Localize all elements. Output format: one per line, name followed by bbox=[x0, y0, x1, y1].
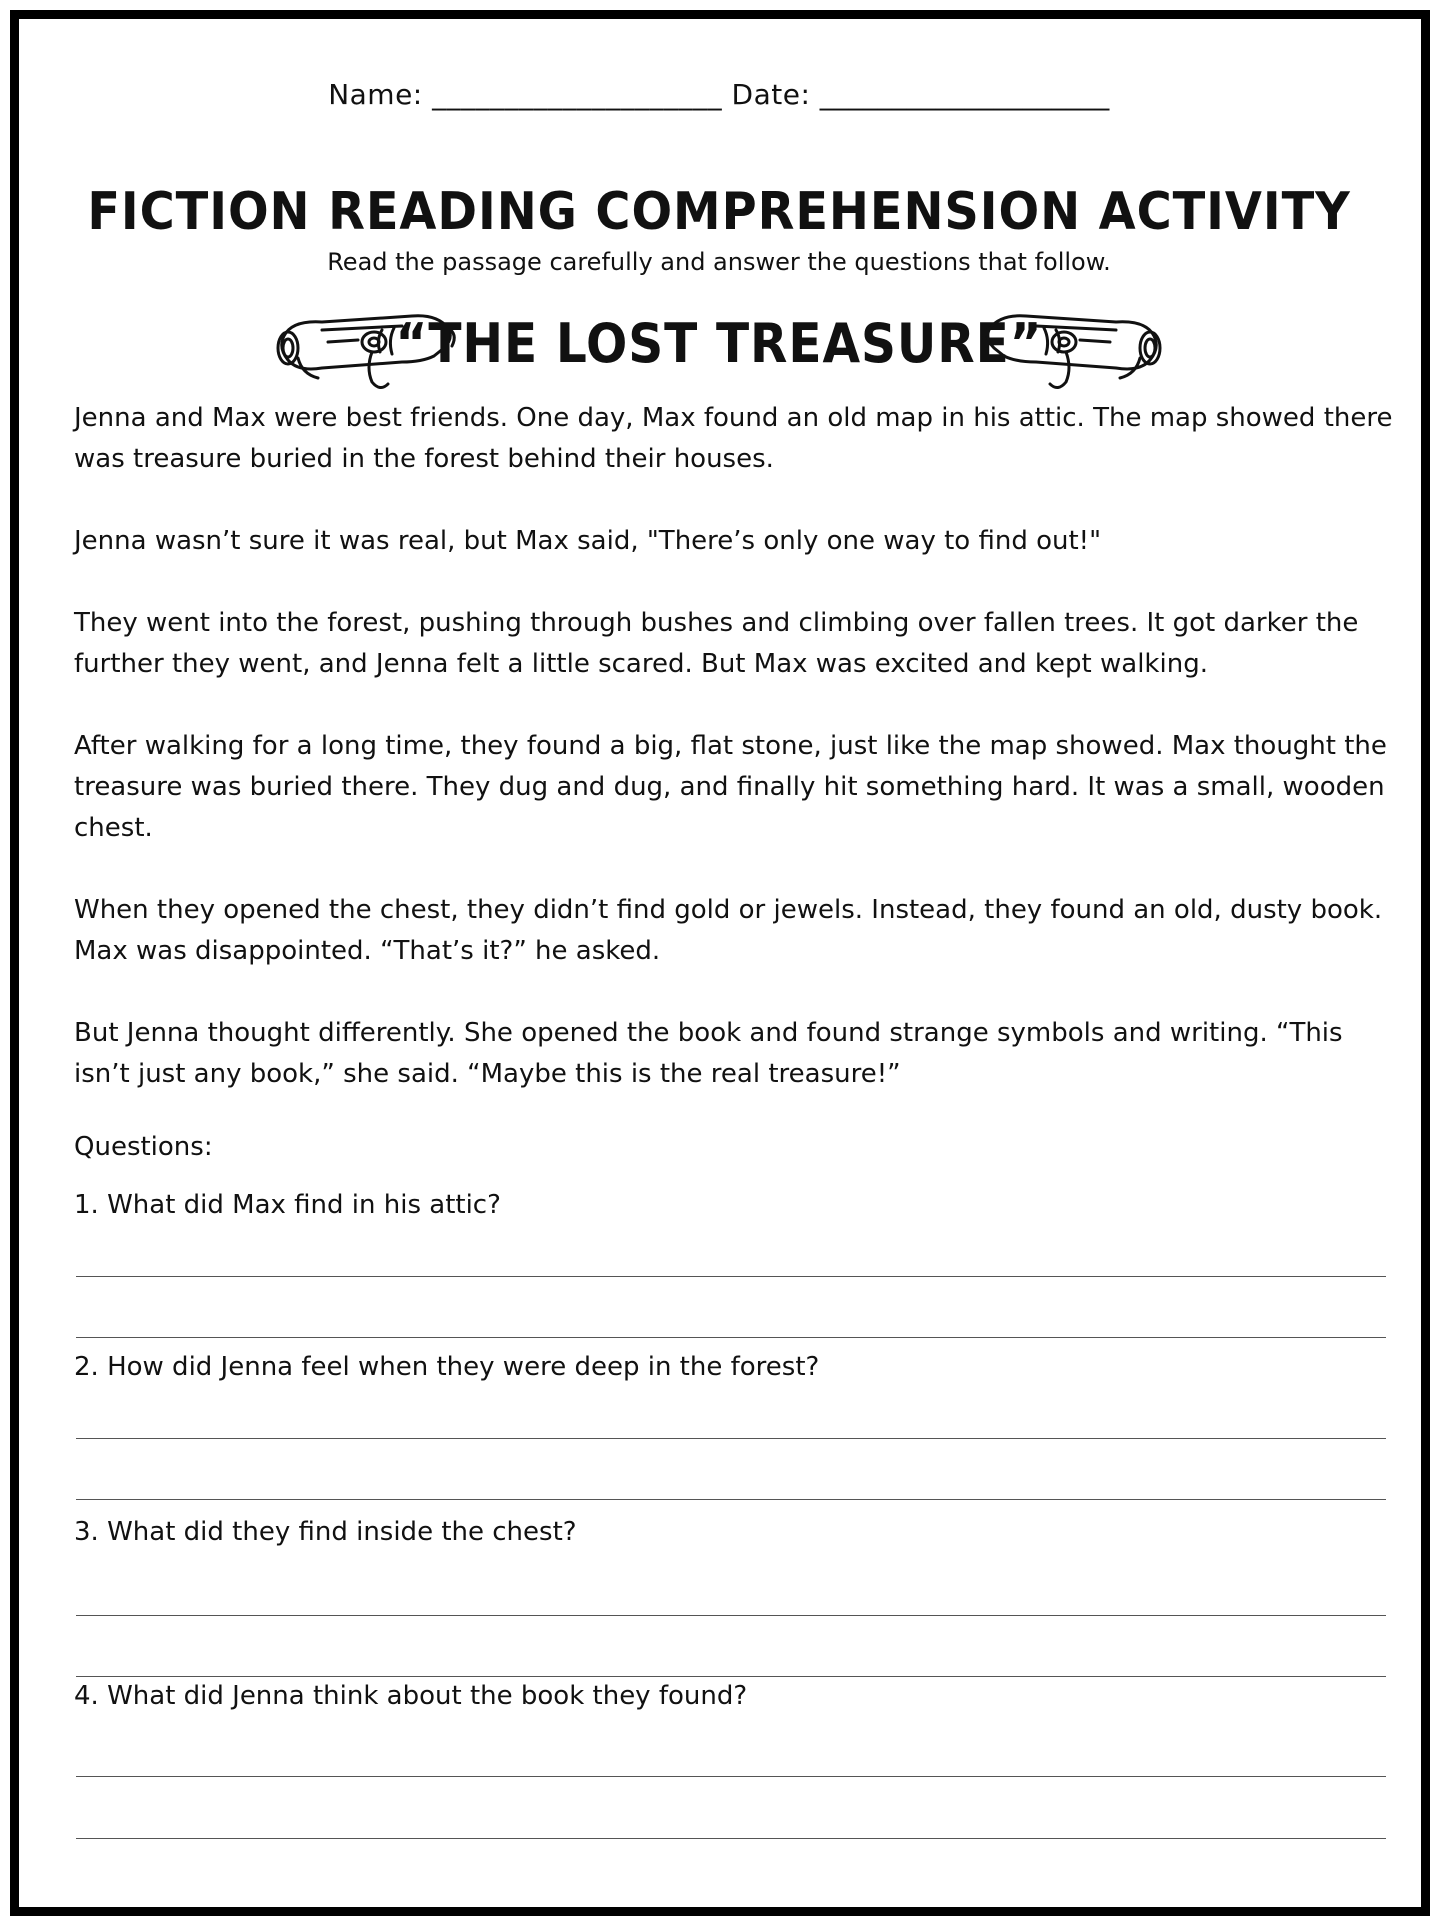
question-4: 4. What did Jenna think about the book they found? bbox=[74, 1681, 748, 1711]
name-date-line: Name: ____________________ Date: ____________________ bbox=[328, 78, 1110, 111]
passage-paragraph: Jenna wasn’t sure it was real, but Max said, "There’s only one way to find out!" bbox=[74, 526, 1102, 556]
answer-line[interactable] bbox=[76, 1615, 1386, 1616]
worksheet-title: FICTION READING COMPREHENSION ACTIVITY bbox=[87, 182, 1351, 242]
instructions: Read the passage carefully and answer the questions that follow. bbox=[327, 248, 1111, 276]
answer-line[interactable] bbox=[76, 1838, 1386, 1839]
answer-line[interactable] bbox=[76, 1676, 1386, 1677]
answer-line[interactable] bbox=[76, 1276, 1386, 1277]
passage-paragraph: When they opened the chest, they didn’t find gold or jewels. Instead, they found an old, dusty book. Max was disappointed. “That’s it?” he asked. bbox=[74, 895, 1383, 966]
answer-line[interactable] bbox=[76, 1438, 1386, 1439]
scroll-icon bbox=[976, 298, 1176, 398]
story-title-row bbox=[0, 298, 1438, 398]
passage-paragraph: But Jenna thought differently. She opened the book and found strange symbols and writing. “This isn’t just any book,” she said. “Maybe this is the real treasure!” bbox=[74, 1018, 1343, 1089]
question-3: 3. What did they find inside the chest? bbox=[74, 1517, 577, 1547]
question-1: 1. What did Max find in his attic? bbox=[74, 1190, 501, 1220]
passage-paragraph: Jenna and Max were best friends. One day, Max found an old map in his attic. The map showed there was treasure buried in the forest behind their houses. bbox=[74, 403, 1393, 474]
question-2: 2. How did Jenna feel when they were deep in the forest? bbox=[74, 1352, 820, 1382]
questions-heading: Questions: bbox=[74, 1132, 213, 1162]
answer-line[interactable] bbox=[76, 1776, 1386, 1777]
answer-line[interactable] bbox=[76, 1337, 1386, 1338]
answer-line[interactable] bbox=[76, 1499, 1386, 1500]
passage-paragraph: After walking for a long time, they found a big, flat stone, just like the map showed. Max thought the treasure was buried there. They dug and dug, and finally hit something hard. It was a small, wooden chest. bbox=[74, 731, 1387, 843]
passage-paragraph: They went into the forest, pushing through bushes and climbing over fallen trees. It got darker the further they went, and Jenna felt a little scared. But Max was excited and kept walking. bbox=[74, 608, 1359, 679]
story-passage bbox=[74, 398, 1394, 1136]
story-title: “THE LOST TREASURE” bbox=[395, 312, 1043, 375]
